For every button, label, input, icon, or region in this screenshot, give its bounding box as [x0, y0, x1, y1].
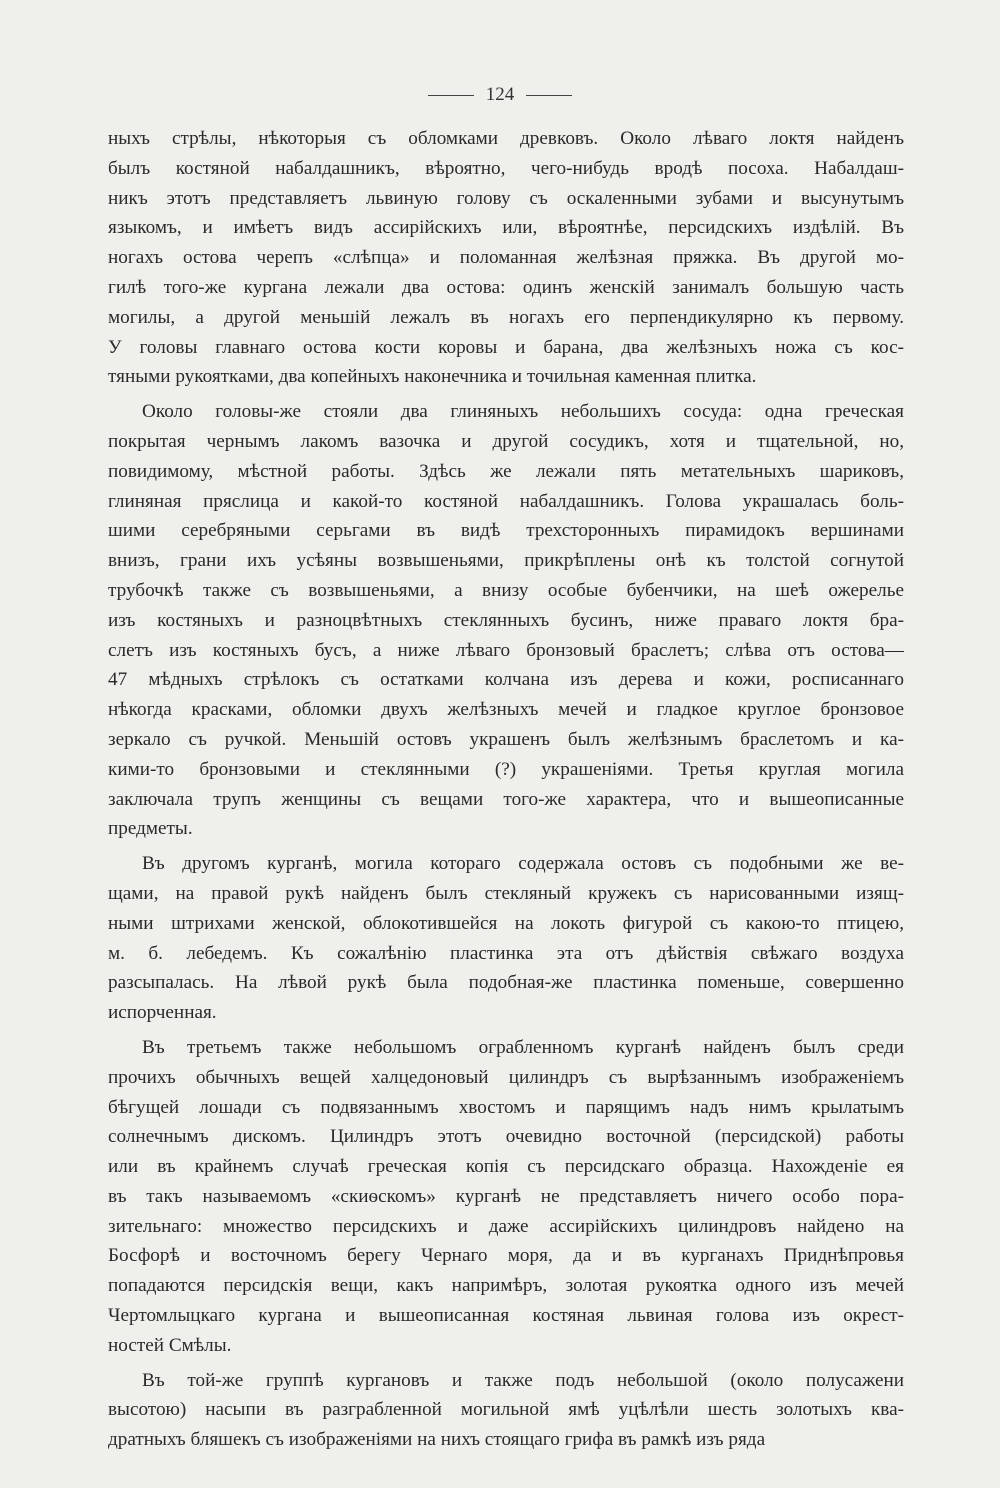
paragraph: [108, 124, 904, 392]
text-line: повидимому, мѣстной работы. Здѣсь же лежали пять метательныхъ шариковъ,: [108, 460, 904, 482]
text-line: Около головы-же стояли два глиняныхъ небольшихъ сосуда: одна греческая: [142, 401, 904, 423]
text-line: прочихъ обычныхъ вещей халцедоновый цилиндръ съ вырѣзаннымъ изображеніемъ: [108, 1066, 904, 1088]
header-rule-right: [526, 95, 572, 96]
text-line: ногахъ остова черепъ «слѣпца» и поломанная желѣзная пряжка. Въ другой мо-: [108, 247, 904, 269]
text-line: Чертомлыцкаго кургана и вышеописанная костяная львиная голова изъ окрест-: [108, 1305, 904, 1327]
text-line: слетъ изъ костяныхъ бусъ, а ниже лѣваго бронзовый браслетъ; слѣва отъ остова—: [108, 639, 904, 661]
text-line: ными штрихами женской, облокотившейся на локоть фигурой съ какою-то птицею,: [108, 912, 904, 934]
text-line: дратныхъ бляшекъ съ изображеніями на нихъ стоящаго грифа въ рамкѣ изъ ряда: [108, 1429, 766, 1451]
text-line: м. б. лебедемъ. Къ сожалѣнію пластинка эта отъ дѣйствія свѣжаго воздуха: [108, 942, 904, 964]
text-line: попадаются персидскія вещи, какъ напримѣръ, золотая рукоятка одного изъ мечей: [108, 1275, 904, 1297]
page-header: [0, 84, 1000, 106]
text-line: бѣгущей лошади съ подвязаннымъ хвостомъ и парящимъ надъ нимъ крылатымъ: [108, 1096, 904, 1118]
text-line: глиняная пряслица и какой-то костяной набалдашникъ. Голова украшалась боль-: [108, 490, 904, 512]
text-line: тяными рукоятками, два копейныхъ наконечника и точильная каменная плитка.: [108, 366, 757, 388]
text-line: солнечнымъ дискомъ. Цилиндръ этотъ очевидно восточной (персидской) работы: [108, 1126, 904, 1148]
text-line: нѣкогда красками, обломки двухъ желѣзныхъ мечей и гладкое круглое бронзовое: [108, 699, 904, 721]
text-line: въ такъ называемомъ «скиѳскомъ» курганѣ не представляетъ ничего особо пора-: [108, 1185, 904, 1207]
header-rule-left: [428, 95, 474, 96]
text-line: изъ костяныхъ и разноцвѣтныхъ стеклянныхъ бусинъ, ниже праваго локтя бра-: [108, 609, 904, 631]
paragraph: [108, 397, 904, 844]
text-line: могилы, а другой меньшій лежалъ въ ногахъ его перпендикулярно къ первому.: [108, 306, 904, 328]
text-line: Въ другомъ курганѣ, могила котораго содержала остовъ съ подобными же ве-: [142, 853, 904, 875]
paragraph: [108, 849, 904, 1028]
text-line: Босфорѣ и восточномъ берегу Чернаго моря, да и въ курганахъ Приднѣпровья: [108, 1245, 904, 1267]
paragraph: [108, 1366, 904, 1455]
text-line: зительнаго: множество персидскихъ и даже ассирійскихъ цилиндровъ найдено на: [108, 1215, 904, 1237]
text-line: разсыпалась. На лѣвой рукѣ была подобная-же пластинка поменьше, совершенно: [108, 972, 904, 994]
text-line: щами, на правой рукѣ найденъ былъ стекляный кружекъ съ нарисованными изящ-: [108, 882, 904, 904]
text-line: трубочкѣ также съ возвышеньями, а внизу особые бубенчики, на шеѣ ожерелье: [108, 579, 904, 601]
text-line: кими-то бронзовыми и стеклянными (?) украшеніями. Третья круглая могила: [108, 758, 904, 780]
text-line: зеркало съ ручкой. Меньшій остовъ украшенъ былъ желѣзнымъ браслетомъ и ка-: [108, 728, 904, 750]
text-line: никъ этотъ представляетъ львиную голову съ оскаленными зубами и высунутымъ: [108, 187, 904, 209]
page-number: 124: [485, 84, 515, 105]
body-text: [108, 124, 904, 1455]
text-line: Въ той-же группѣ кургановъ и также подъ небольшой (около полусажени: [142, 1369, 904, 1391]
text-line: ностей Смѣлы.: [108, 1334, 232, 1356]
text-line: или въ крайнемъ случаѣ греческая копія съ персидскаго образца. Нахожденіе ея: [108, 1156, 904, 1178]
text-line: внизъ, грани ихъ усѣяны возвышеньями, прикрѣплены онѣ къ толстой согнутой: [108, 550, 904, 572]
text-line: гилѣ того-же кургана лежали два остова: одинъ женскій занималъ большую часть: [108, 276, 904, 298]
paragraph: [108, 1033, 904, 1361]
text-line: покрытая чернымъ лакомъ вазочка и другой сосудикъ, хотя и тщательной, но,: [108, 430, 904, 452]
text-line: былъ костяной набалдашникъ, вѣроятно, чего-нибудь вродѣ посоха. Набалдаш-: [108, 157, 904, 179]
text-line: ныхъ стрѣлы, нѣкоторыя съ обломками древковъ. Около лѣваго локтя найденъ: [108, 128, 904, 149]
text-line: 47 мѣдныхъ стрѣлокъ съ остатками колчана изъ дерева и кожи, росписаннаго: [108, 669, 904, 691]
text-line: Въ третьемъ также небольшомъ ограбленномъ курганѣ найденъ былъ среди: [142, 1036, 904, 1058]
text-line: У головы главнаго остова кости коровы и барана, два желѣзныхъ ножа съ кос-: [108, 336, 904, 358]
text-line: языкомъ, и имѣетъ видъ ассирійскихъ или, вѣроятнѣе, персидскихъ издѣлій. Въ: [108, 217, 904, 239]
text-line: высотою) насыпи въ разграбленной могильной ямѣ уцѣлѣли шесть золотыхъ ква-: [108, 1399, 904, 1421]
text-line: предметы.: [108, 818, 193, 840]
text-line: заключала трупъ женщины съ вещами того-же характера, что и вышеописанные: [108, 788, 904, 810]
text-line: испорченная.: [108, 1002, 217, 1024]
text-line: шими серебряными серьгами въ видѣ трехсторонныхъ пирамидокъ вершинами: [108, 520, 904, 542]
